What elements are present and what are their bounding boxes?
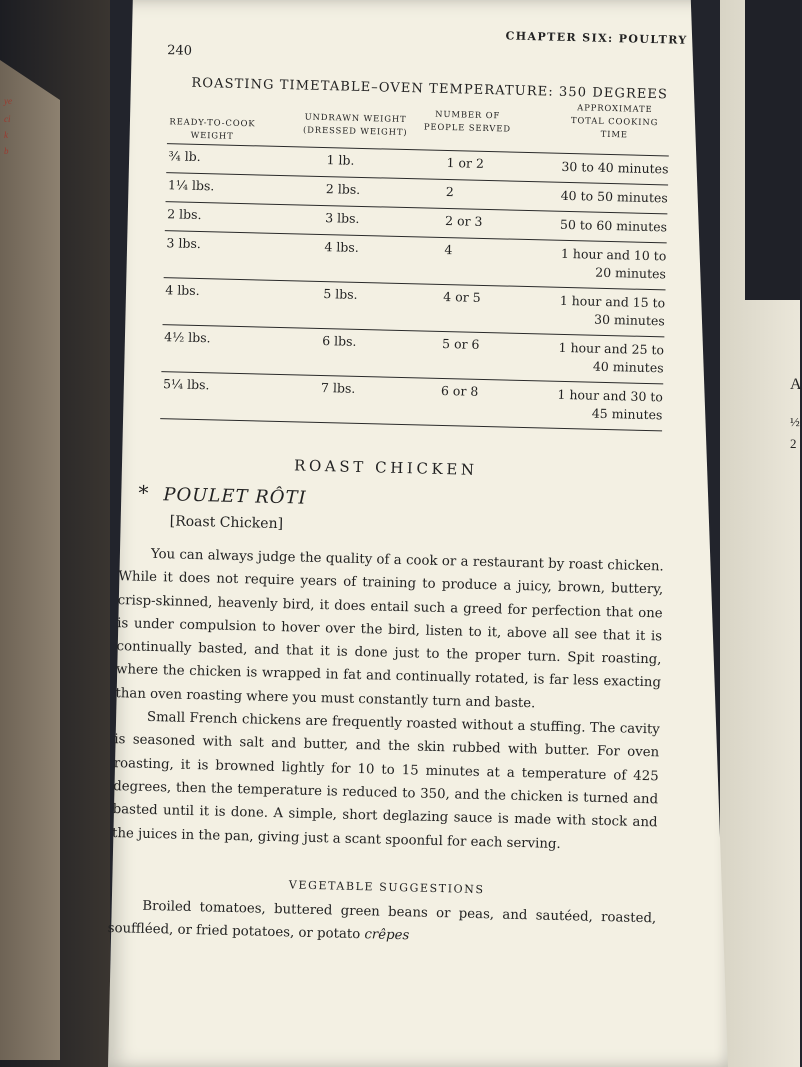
asterisk-icon: * — [138, 480, 150, 505]
cell-weight: 2 lbs. — [167, 206, 202, 223]
right-page-number: 2 — [790, 436, 797, 451]
page-content — [96, 18, 688, 1031]
header-line: NUMBER OF — [435, 108, 501, 121]
cell-time — [560, 216, 667, 237]
cell-time — [560, 245, 666, 284]
table-title: ROASTING TIMETABLE–OVEN TEMPERATURE: 350 DEGREES — [191, 75, 669, 103]
roasting-table — [160, 143, 669, 431]
header-line: TOTAL COOKING — [570, 115, 659, 128]
col-header-weight — [167, 115, 258, 143]
header-line: WEIGHT — [190, 129, 234, 141]
cell-time — [561, 158, 668, 179]
right-page-fraction: ½ — [790, 414, 800, 429]
section-title: ROAST CHICKEN — [293, 456, 478, 479]
margin-note: ye — [4, 96, 12, 106]
margin-note: ci — [4, 114, 11, 124]
cell-weight: 1¼ lbs. — [167, 177, 215, 194]
time-line: 40 minutes — [592, 358, 664, 376]
cell-people: 6 or 8 — [440, 382, 479, 399]
col-header-time — [559, 101, 670, 143]
col-header-people — [417, 107, 518, 135]
header-line: READY-TO-COOK — [169, 116, 256, 129]
cell-undrawn: 6 lbs. — [321, 333, 357, 349]
chapter-title: CHAPTER SIX: POULTRY — [505, 29, 688, 47]
cell-time — [559, 292, 665, 331]
cell-weight: 4½ lbs. — [164, 329, 211, 346]
cell-undrawn: 1 lb. — [326, 152, 355, 168]
cell-people: 1 or 2 — [446, 155, 485, 171]
time-line: 1 hour and 10 to — [560, 245, 667, 264]
page-number: 240 — [167, 43, 193, 59]
time-line: 1 hour and 25 to — [558, 339, 665, 358]
cell-time — [558, 339, 664, 378]
paragraph — [107, 894, 656, 953]
veg-text-italic: crêpes — [364, 927, 410, 944]
recipe-title — [138, 481, 307, 509]
cell-weight: ¾ lb. — [168, 148, 201, 165]
time-line: 1 hour and 30 to — [557, 386, 664, 405]
recipe-subtitle: [Roast Chicken] — [169, 513, 284, 533]
cell-undrawn: 5 lbs. — [323, 286, 358, 302]
time-line: 40 to 50 minutes — [560, 187, 668, 206]
cell-time — [557, 386, 663, 425]
vegetable-suggestions-title: VEGETABLE SUGGESTIONS — [288, 878, 485, 897]
margin-note: k — [4, 130, 8, 140]
cell-weight: 3 lbs. — [166, 235, 202, 252]
cell-people: 5 or 6 — [441, 335, 480, 352]
background-right — [745, 0, 800, 300]
header-line: TIME — [600, 128, 629, 140]
col-header-undrawn — [295, 110, 416, 139]
veg-text-main: Broiled tomatoes, buttered green beans or peas, and sautéed, roasted, souffléed, or fried potatoes, or potato — [107, 898, 657, 943]
cell-undrawn: 7 lbs. — [320, 380, 356, 396]
cell-people: 2 — [445, 184, 454, 200]
paragraph: You can always judge the quality of a cook or a restaurant by roast chicken. While it does not require years of training to produce a juicy, brown, buttery, crisp-skinned, heavenly bird, it does entail such a greed for perfection that one is under compulsion to hover over the bird, listen to it, above all see that it is continually basted, and that it is done just to the proper turn. Spit roasting, where the chicken is wrapped in fat and continually rotated, is far less exacting than oven roasting where you must constantly turn and baste. — [115, 546, 664, 712]
cell-undrawn: 2 lbs. — [325, 181, 361, 197]
margin-note: b — [4, 146, 9, 156]
cell-weight: 5¼ lbs. — [162, 376, 210, 393]
cell-people: 4 or 5 — [443, 288, 481, 305]
header-line: APPROXIMATE — [577, 102, 653, 115]
cell-people: 4 — [444, 241, 453, 258]
cell-undrawn: 3 lbs. — [325, 210, 360, 226]
cell-weight: 4 lbs. — [165, 282, 200, 299]
time-line: 1 hour and 15 to — [559, 292, 666, 311]
time-line: 30 minutes — [593, 311, 665, 329]
header-line: UNDRAWN WEIGHT — [304, 111, 407, 125]
cell-time — [560, 187, 667, 208]
cell-people: 2 or 3 — [444, 213, 483, 229]
header-line: PEOPLE SERVED — [423, 121, 512, 134]
adjacent-page-left — [0, 60, 60, 1060]
cell-undrawn: 4 lbs. — [324, 239, 359, 255]
recipe-body — [112, 542, 664, 858]
header-line: (DRESSED WEIGHT) — [302, 124, 408, 138]
vegetable-suggestions — [107, 894, 656, 953]
recipe-name: POULET RÔTI — [163, 484, 307, 509]
paragraph: Small French chickens are frequently roasted without a stuffing. The cavity is seasoned with salt and butter, and the skin rubbed with butter. For oven roasting, it is browned lightly for 10 to 15 minutes at a temperature of 425 degrees, then the temperature is reduced to 350, and the chicken is turned and basted until it is done. A simple, short deglazing sauce is made with stock and the juices in the pan, giving just a scant spoonful for each serving. — [111, 709, 660, 852]
time-line: 45 minutes — [591, 405, 663, 423]
time-line: 20 minutes — [595, 264, 667, 282]
right-page-letter: A — [790, 376, 802, 393]
time-line: 30 to 40 minutes — [561, 158, 669, 177]
time-line: 50 to 60 minutes — [559, 216, 668, 235]
